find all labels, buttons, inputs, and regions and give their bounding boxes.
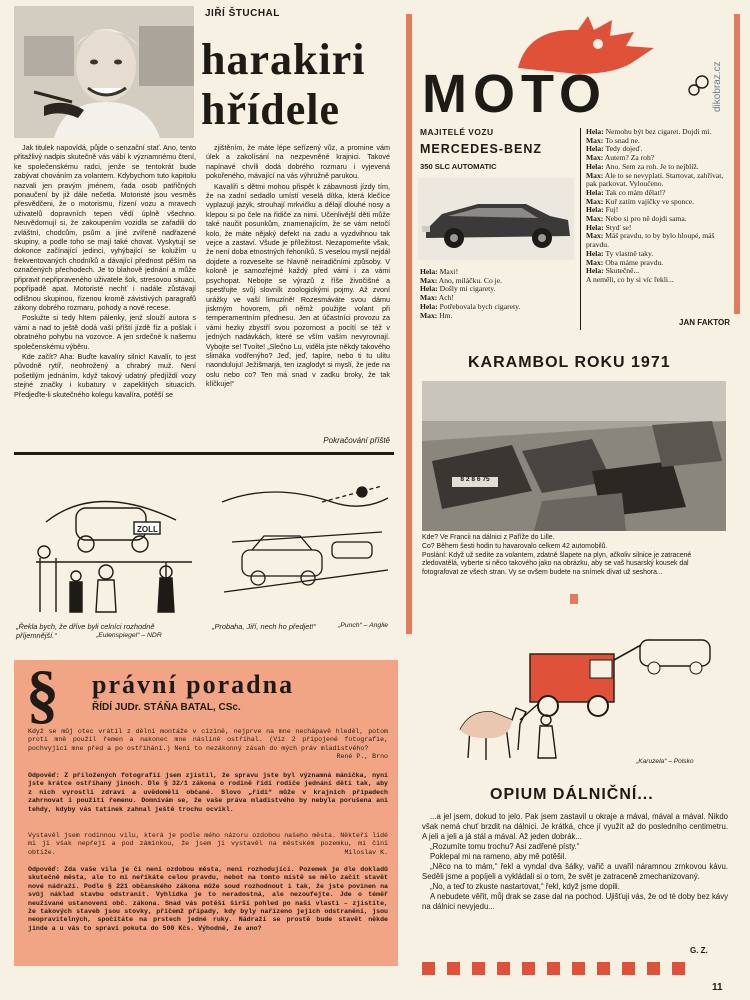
karambol-caption-l2: Co? Během šesti hodin tu havarovalo celkem 42 automobilů. [422,542,608,550]
legal-q2-sign: Miloslav K. [344,848,388,856]
harakiri-col1-p2: Poslužte si tedy hltem pálenky, jenž slouží autora s vámi a nad to ještě dodá vaší příští jízdě fíz a pošlak i obratného pohybu na vozovce. A jen srdečné k našemu společenskému výběru. [14,313,196,351]
dialog-right-line: Hela: Fuj! [586,205,619,215]
legal-q2 [28,832,388,857]
karambol-title: KARAMBOL ROKU 1971 [468,354,671,371]
section-divider [14,452,394,455]
moto-car-name: MERCEDES-BENZ [420,142,543,156]
dialog-left-line: Max: Ach! [420,293,454,303]
dialog-left [420,268,580,320]
moto-logo [418,12,718,120]
bottom-dash-row [422,962,732,976]
dialog-right-line: Hela: Ty vlastně taky. [586,248,654,258]
page-number: 11 [712,982,723,993]
dialog-right-line: Hela: Ano. Sem za roh. Je to nejblíž. [586,161,699,171]
right-cartoon-caption: „Probaha, Jiří, nech ho předjet!“ [212,622,316,631]
dialog-left-line: Hela: Maxi! [420,267,459,276]
dialog-right-line: Hela: Skutečně... [586,266,640,276]
legal-a2 [28,866,388,933]
dash-mark [572,962,585,975]
dialog-right [586,128,732,285]
section-mark-icon: § [26,658,59,731]
harakiri-col2-p1: zjištěním, že máte lépe seřízený vůz, a promine vám úlek a zakolísání na nezpevněné krajnici. Takové napínavé chvíli dodá dobrého rozmaru i vyjevená pokořeného, mávající na vás výhružně parukou. [206,143,390,181]
legal-a1-label: Odpověď: [28,772,60,779]
opium-p5: „No, a teď to zkuste nastartovat,“ řekl, když jsme dopili. [430,882,620,891]
legal-q2-text: Vystavěl jsem rodinnou vilu, která je podle mého názoru ozdobou našeho města. Někteří lidé mi ji však nepřejí a pod záminkou, že jsem ji vystavěl na městském pozemku, mi činí obtíže. [28,832,388,856]
legal-q1 [28,728,388,762]
dialog-right-line: Max: Nebo si pro ně dojdi sama. [586,214,687,224]
legal-advice-box [14,660,398,966]
dialog-left-line: Hela: Došly mi cigarety. [420,284,496,294]
legal-q1-text: Když se můj otec vrátil z dělní montáže v cizině, nejprve na mne nechápavě hleděl, potom proti mně použil řemen a nakonec mne náslině ostříhal. (Viz 2 připojené fotografie, pochvyjicí mne před a po ostříhání.) Není to nezákonný zásah do mých práv mladistvého? [28,728,388,752]
opium-body [422,812,728,912]
zoll-sign: ZOLL [137,525,158,534]
opium-title: OPIUM DÁLNIČNÍ... [490,786,654,803]
karambol-caption-l1: Kde? Ve Francii na dálnici z Paříže do Lille. [422,534,555,541]
moto-logo-text: MOTO [422,64,607,120]
legal-advice-subtitle: ŘÍDÍ JUDr. STÁŇA BATAL, CSc. [92,702,241,713]
dash-mark [522,962,535,975]
legal-a1-text: Z přiložených fotografií jsem zjistil, že spravu jste byl významná mánička, nyní jste krátce ostříhaný jinoch. Dle § 32/1 zákona o rodině řídí rodiče jednání dětí tak, aby z nich vyrostli zdraví a uvědomělí občané. Slovo „řídí“ může v krajních případech zahrnovat i použití řemenu. Domnívám se, že vaše práva mladistvého by nebyla porušena ani tehdy, kdyby vás tatínek zahnal ještě trochu ocvikl. [28,772,388,813]
left-cartoon-caption: „Řekla bych, že dříve byli celníci rozhodně příjemnější.“ [16,622,155,640]
legal-a2-text: Zda vaše vila je či není ozdobou města, není rozhodující. Pozemek je dle dokladů skutečně města, ale to mi neříkáte celou pravdu, nebot na tomto místě se mělo začít stavět nové nádraží. Podle § 221 občanského zákona může soud rozhodnout i tak, že jste povinen na svůj náklad stavbu odstranit. Vyhlídka je to neradostná, ale nezoufejte. Jde o téměř neužívané ustanovení obč. zákona. Snad vás potěší širší pohled po naší vlasti – zjistíte, že takových staveb jsou stovky, příčemž případy, kdy byly nařízeno jejich odstranění, jsou neopravitelných, spočítáte na prstech jedné ruky. Nádraží se prostě bude stavět někde jinde a u vás to spraví pokuta do 500 Kčs. Výhodně, že ano? [28,866,388,932]
dialog-right-line: Max: To snad ne. [586,135,640,145]
dialog-right-line: Hela: Styď se! [586,222,632,232]
harakiri-title-line2: hřídele [201,85,340,134]
opium-p2: „Rozumíte tomu trochu? Asi zadřené písty.“ [430,842,580,851]
moto-column-divider [580,128,581,330]
legal-a2-label: Odpověď: [28,866,60,873]
dialog-left-line: Max: Hm. [420,310,453,320]
dialog-right-line: Max: Autem? Za roh? [586,153,655,163]
opium-p1: ...a jel jsem, dokud to jelo. Pak jsem zastavil u okraje a mával, mával a mával. Nikdo však nemá chuť brzdit na dálnici. Je krátká, chce jí využít až do posledního centimetru. A jeli a jeli a já stál a mával. Až jeden dobrák... [422,812,728,841]
dash-mark [472,962,485,975]
dash-mark [547,962,560,975]
right-column-left-bar [406,14,412,634]
harakiri-continued: Pokračování příště [323,436,390,445]
dialog-left-line: Hela: Potřebovala bych cigarety. [420,301,521,311]
karambol-caption [422,534,726,578]
moto-owners: MAJITELÉ VOZU [420,127,494,137]
karambol-photo [422,381,726,531]
dash-mark [672,962,685,975]
moto-car-model: 350 SLC AUTOMATIC [420,162,497,171]
dialog-right-line: A neměli, co by si víc řekli... [586,274,674,284]
legal-q1-sign: René P., Brno [336,753,388,761]
legal-a1 [28,772,388,814]
harakiri-title-line1: harakiri [201,35,366,84]
mercedes-photo [418,178,574,260]
left-cartoon-source: „Eulenspiegel“ – NDR [96,632,162,639]
karambol-plate: 8 2 8 6 75 [460,476,490,483]
harakiri-col1 [14,143,196,448]
tow-truck-cartoon [440,620,730,770]
right-column-right-bar [734,14,740,314]
dialog-right-line: Max: Ale to se nevyplatí. Startovat, zahřívat, pak parkovat. Vyloučeno. [586,170,724,189]
dash-mark [597,962,610,975]
dialog-right-line: Max: Oba máme pravdu. [586,257,664,267]
opium-p3: Poklepal mi na rameno, aby mě potěšil. [430,852,567,861]
dash-mark [622,962,635,975]
opium-p6: A nebudete věřit, můj drak se zase dal na pochod. Ujišťuji vás, že od té doby bez kávy na dálnici nevyjedu... [422,892,728,911]
harakiri-col2-p2: Kavalíři s dětmi mohou přispět k zábavnosti jízdy tím, že na zadní sedadlo umístí veselá dítka, která klečíce vyplazují jazyk, strouhají mrkvičku a dělají dlouhé nosy a klepou si po čele na řidiče za nimi. Učenlivější děti může také naučit posunkům, znamenajícím, že se vám netočí kolo, že máte nějaký defekt na zadu a vyzdvihnou tak vejce a zastaví. Všude je příležitost. Nezapomeňte však, že není doba etnostných řehoníků. S veselou myslí nejdál dojdete a rozveselte se hlavně neiradičními způsoby. V koloně je samozřejmé každý před vámi i za vámi psychopat. Nebojte se výrazů z říše živočišné a spestřujte svůj slovník zoologickými pojmy. Až zvoní urážky ve vaší limuzíně! Rozesmáváte svou dámu jiskrným hovorem, při němž použijte volant při temperamentním přednesu. Jen at účastníci provozu za vámi hezky zbystří svou pozornost a pocítí se též v jedných nadávkách, které se vším vaším nevyrovnají. Vybojte se! Tvoíte! „Slečno Lu, viděla jste někdy takového slimáka vodřenýho? Jeď, jeď, tapíre, nebo ti tu ulitu naonduluju! Ježišmarjá, ten izaglodyt si myslí, že jede na oslu nebo co? Ten má snad v zadku broky, že tak klíčkuje!“ [206,181,390,389]
karambol-caption-rest: Poslání: Když už sedíte za volantem, zdatně šlapete na plyn, ačkoliv silnice je zatracené zledovatělá, vyberte si něco takového jako na obrázku, aby se vaš husarský kousek dal fotografovat ze všech stran. Vy se ovšem budete na snímek dívat už seshora... [422,551,692,577]
dash-mark [647,962,660,975]
watermark: dikobraz.cz [712,61,723,112]
dialog-right-line: Hela: Tak co mám dělat!? [586,187,666,197]
dialog-right-line: Max: Kuř zatím vajíčky ve sponce. [586,196,694,206]
karuzela-source: „Karuzela“ – Polsko [636,758,694,765]
dialog-right-line: Hela: Tedy dojeď. [586,144,643,154]
harakiri-col1-p3: Kde začít? Aha: Buďte kavalíry silnic! Kavalír, to jest původně rytíř, neohrožený a chrabrý muž. Není pošetilým jednáním, když takový udatný předjíždí vozy stejné značky i kubatury v zapeklitých situacích. Předjeďte-li skutečného kolegu kavalíra, potěší se [14,351,196,399]
harakiri-author: JIŘÍ ŠTUCHAL [205,8,280,19]
opium-sign: G. Z. [690,946,708,955]
dash-mark [497,962,510,975]
dash-mark [422,962,435,975]
moto-author: JAN FAKTOR [679,318,730,327]
legal-advice-title: právní poradna [92,670,295,699]
harakiri-col2 [206,143,390,435]
opium-p4: „Něco na to mám,“ řekl a vyndal dva šálky, vařič a uvařil náramnou zrnkovou kávu. Seděli jsme a popíjeli a vykládali si o tom, že svět je zatraceně zmechanizovaný. [422,862,728,881]
author-portrait [14,6,194,138]
dash-mark [447,962,460,975]
dialog-left-line: Max: Ano, miláčku. Co je. [420,275,503,285]
overtake-cartoon [212,462,392,612]
harakiri-col1-p1: Jak titulek napovídá, půjde o senzační stať. Ano, tento přitažlivý nadpis skutečně vás vábí k významnému čtení, ke společenskému radci, jenže se tentokrát bude zabývat chováním za volantem. Kdybychom tuto kapitolu nazvali jen pravým jménem, řada osob patřičných ponaučení by již dále nečetla. Motoristé jsou vesměs přesvědčeni, že o motorismu, řízení vozu a mravech uživatelů dopravních tepen vědí úplně všechno. Neuvědomují si, že zakoupením vozidla se zařadili do zvláštní, chodcům, psům a jiné zvířeně nadřazené skupiny, a podle toho se mají také chovat. Vyskytují se dokonce začínající jedinci, vyhýbající se kolužím u frekventovaných chodníků a dávající přednost pěším na označených přechodech. Je to blahově jednání a může připravit nepřipraveného uživatele šok, stresovou situaci, popřípadě apat. Motoristé nechť i nadále zůstávají odlišnou skupinou, řízenou kromě závistivých paragrafů zákony dobrého rozmaru, pohody a nové recese. [14,143,196,312]
dialog-right-line: Max: Máš pravdu, to by bylo hloupé, máš pravdu. [586,231,715,250]
dialog-right-line: Hela: Nemohu být bez cigaret. Dojdi mi. [586,127,712,136]
divider-dash [570,594,578,604]
customs-cartoon [16,462,196,620]
right-cartoon-source: „Punch“ – Anglie [338,622,388,629]
